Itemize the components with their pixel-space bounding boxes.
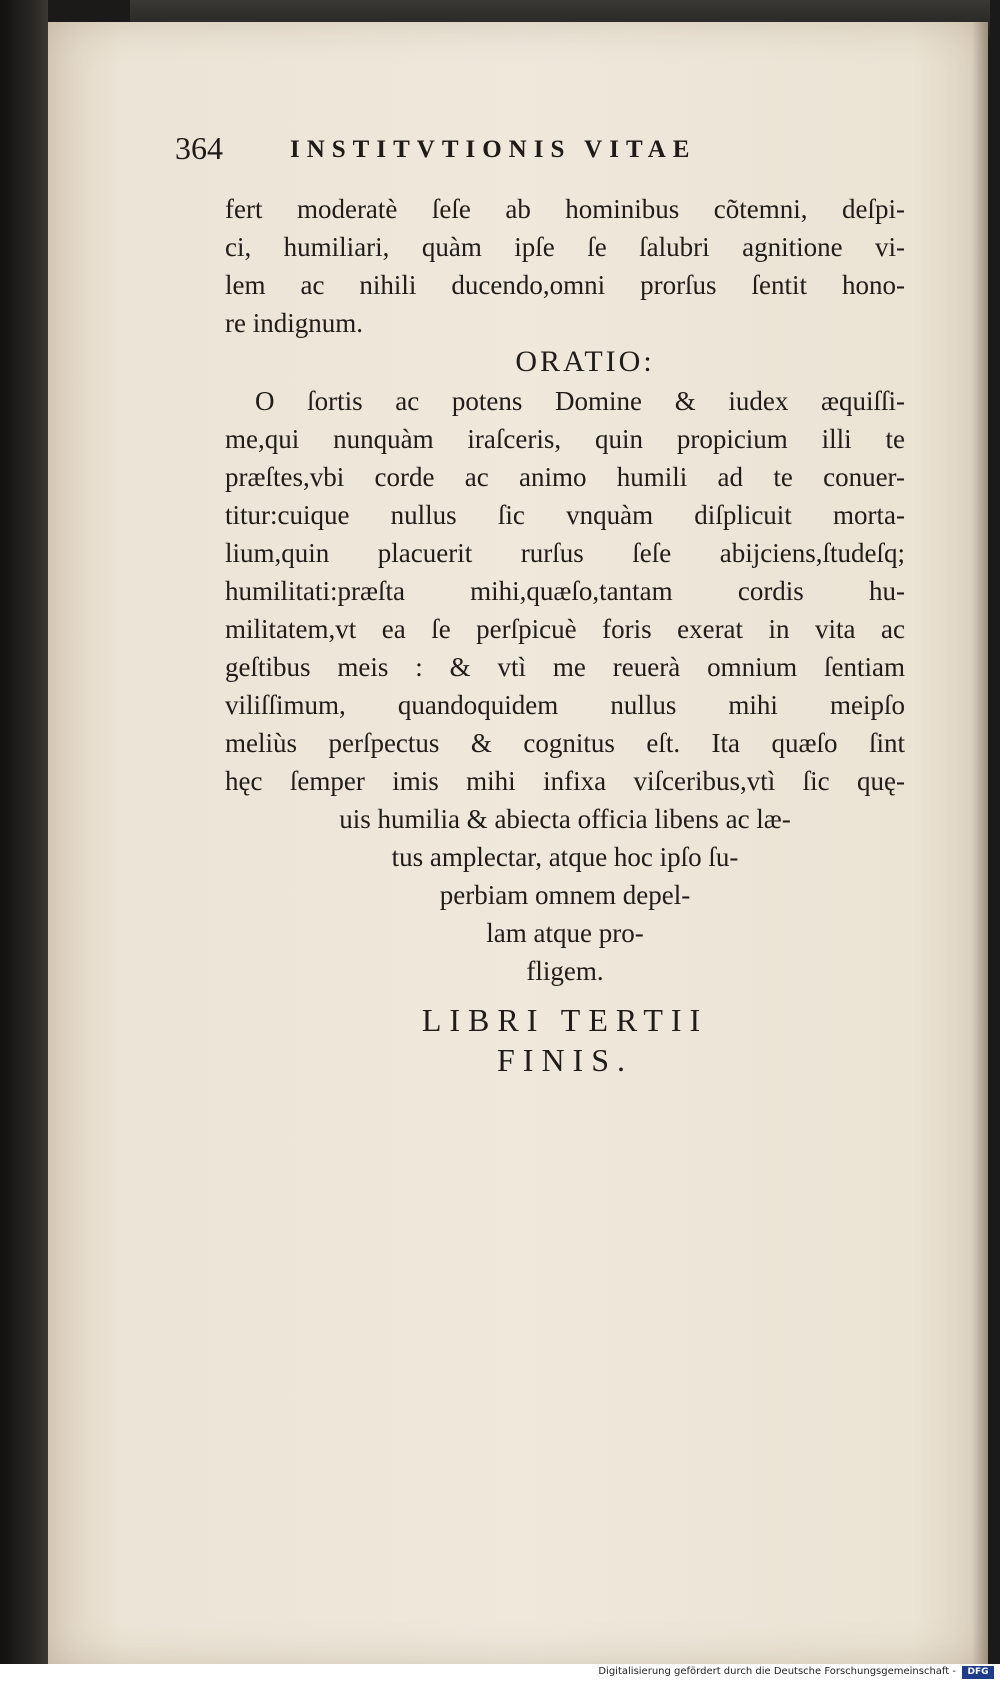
prayer-line: titur:cuique nullus ſic vnquàm diſplicuit morta-: [225, 500, 905, 530]
main-text: [225, 190, 905, 990]
page-header: [175, 128, 910, 178]
text-line: re indignum.: [225, 308, 363, 338]
page-edge-shadow: [972, 22, 988, 1664]
prayer-line: viliſſimum, quandoquidem nullus mihi meipſo: [225, 690, 905, 720]
prayer-line: præſtes,vbi corde ac animo humili ad te conuer-: [225, 462, 905, 492]
taper-line: uis humilia & abiecta officia libens ac læ-: [339, 804, 791, 834]
prayer-line: hęc ſemper imis mihi infixa viſceribus,vtì ſic quę-: [225, 766, 905, 796]
prayer-line: me,qui nunquàm iraſceris, quin propicium illi te: [225, 424, 905, 454]
text-line: fert moderatè ſeſe ab hominibus cõtemni, deſpi-: [225, 194, 905, 224]
text-line: ci, humiliari, quàm ipſe ſe ſalubri agnitione vi-: [225, 232, 905, 262]
book-spine: [0, 0, 48, 1664]
dfg-logo-icon: DFG: [962, 1666, 994, 1679]
text-line: lem ac nihili ducendo,omni prorſus ſentit hono-: [225, 270, 905, 300]
taper-line: tus amplectar, atque hoc ipſo ſu-: [391, 842, 739, 872]
colophon-line-1: LIBRI TERTII: [421, 1002, 709, 1038]
prayer-line: humilitati:præſta mihi,quæſo,tantam cordis hu-: [225, 576, 905, 606]
page-number: 364: [175, 130, 223, 166]
section-heading: ORATIO:: [515, 345, 655, 378]
prayer-line: militatem,vt ea ſe perſpicuè foris exerat in vita ac: [225, 614, 905, 644]
prayer-line: geſtibus meis : & vtì me reuerà omnium ſentiam: [225, 652, 905, 682]
taper-line: fligem.: [526, 956, 604, 986]
prayer-line: O ſortis ac potens Domine & iudex æquiſſi-: [255, 386, 905, 416]
taper-line: lam atque pro-: [486, 918, 644, 948]
prayer-line: lium,quin placuerit rurſus ſeſe abijciens,ſtudeſq;: [225, 538, 905, 568]
colophon: [225, 1000, 905, 1080]
digitization-credit: Digitalisierung gefördert durch die Deutsche Forschungsgemeinschaft -: [598, 1666, 956, 1677]
running-title: INSTITVTIONIS VITAE: [290, 136, 697, 163]
taper-line: perbiam omnem depel-: [439, 880, 691, 910]
colophon-line-2: FINIS.: [496, 1042, 633, 1078]
prayer-line: meliùs perſpectus & cognitus eſt. Ita quæſo ſint: [225, 728, 905, 758]
